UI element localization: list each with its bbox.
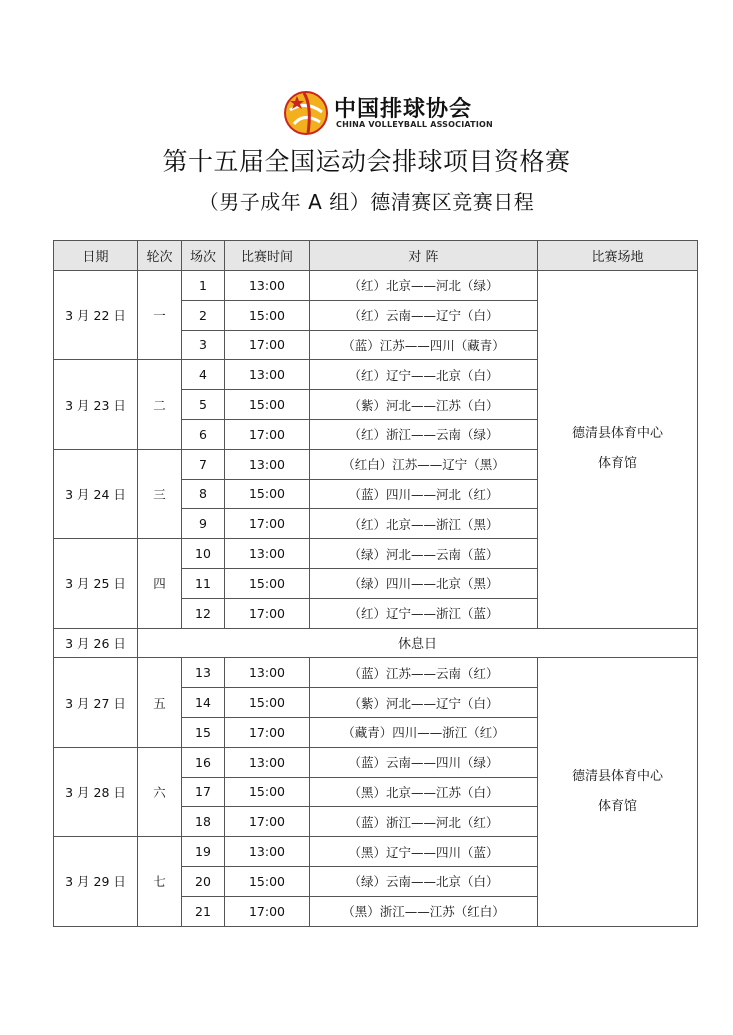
matchup-cell: （藏青）四川——浙江（红） — [310, 717, 538, 747]
venue-line-2: 体育馆 — [597, 798, 637, 814]
rest-day-row — [54, 628, 698, 658]
venue-cell — [538, 271, 698, 629]
matchup-cell: （黑）辽宁——四川（蓝） — [310, 837, 538, 867]
round-cell: 二 — [138, 360, 182, 449]
time-cell: 17:00 — [225, 330, 310, 360]
rest-day-label: 休息日 — [138, 628, 698, 658]
header-venue: 比赛场地 — [538, 241, 698, 271]
match-no-cell: 10 — [182, 539, 225, 569]
matchup-cell: （红）北京——浙江（黑） — [310, 509, 538, 539]
header-match-no: 场次 — [182, 241, 225, 271]
date-cell: 3 月 23 日 — [54, 360, 138, 449]
matchup-cell: （蓝）浙江——河北（红） — [310, 807, 538, 837]
time-cell: 15:00 — [225, 777, 310, 807]
matchup-cell: （蓝）江苏——四川（藏青） — [310, 330, 538, 360]
matchup-cell: （红）辽宁——北京（白） — [310, 360, 538, 390]
match-no-cell: 14 — [182, 688, 225, 718]
header-date: 日期 — [54, 241, 138, 271]
match-no-cell: 1 — [182, 271, 225, 301]
round-cell: 四 — [138, 539, 182, 628]
header-time: 比赛时间 — [225, 241, 310, 271]
match-no-cell: 3 — [182, 330, 225, 360]
match-no-cell: 21 — [182, 896, 225, 926]
match-no-cell: 18 — [182, 807, 225, 837]
time-cell: 13:00 — [225, 539, 310, 569]
match-no-cell: 5 — [182, 390, 225, 420]
date-cell: 3 月 29 日 — [54, 837, 138, 926]
matchup-cell: （红）云南——辽宁（白） — [310, 300, 538, 330]
matchup-cell: （蓝）云南——四川（绿） — [310, 747, 538, 777]
matchup-cell: （绿）云南——北京（白） — [310, 866, 538, 896]
round-cell: 六 — [138, 747, 182, 836]
matchup-cell: （红）浙江——云南（绿） — [310, 419, 538, 449]
schedule-table — [53, 240, 698, 927]
round-cell: 七 — [138, 837, 182, 926]
header-round: 轮次 — [138, 241, 182, 271]
header-matchup: 对 阵 — [310, 241, 538, 271]
logo-english-text: CHINA VOLLEYBALL ASSOCIATION — [336, 120, 493, 129]
time-cell: 15:00 — [225, 390, 310, 420]
matchup-cell: （紫）河北——江苏（白） — [310, 390, 538, 420]
time-cell: 15:00 — [225, 568, 310, 598]
match-no-cell: 20 — [182, 866, 225, 896]
match-no-cell: 12 — [182, 598, 225, 628]
match-no-cell: 7 — [182, 449, 225, 479]
matchup-cell: （绿）河北——云南（蓝） — [310, 539, 538, 569]
matchup-cell: （黑）北京——江苏（白） — [310, 777, 538, 807]
time-cell: 15:00 — [225, 300, 310, 330]
time-cell: 17:00 — [225, 717, 310, 747]
round-cell: 一 — [138, 271, 182, 360]
matchup-cell: （红）北京——河北（绿） — [310, 271, 538, 301]
match-no-cell: 2 — [182, 300, 225, 330]
time-cell: 13:00 — [225, 271, 310, 301]
match-no-cell: 16 — [182, 747, 225, 777]
matchup-cell: （紫）河北——辽宁（白） — [310, 688, 538, 718]
match-no-cell: 8 — [182, 479, 225, 509]
matchup-cell: （红）辽宁——浙江（蓝） — [310, 598, 538, 628]
time-cell: 13:00 — [225, 449, 310, 479]
match-no-cell: 11 — [182, 568, 225, 598]
date-cell: 3 月 27 日 — [54, 658, 138, 747]
matchup-cell: （蓝）四川——河北（红） — [310, 479, 538, 509]
time-cell: 13:00 — [225, 658, 310, 688]
time-cell: 17:00 — [225, 598, 310, 628]
time-cell: 15:00 — [225, 688, 310, 718]
time-cell: 17:00 — [225, 807, 310, 837]
date-cell: 3 月 24 日 — [54, 449, 138, 538]
matchup-cell: （黑）浙江——江苏（红白） — [310, 896, 538, 926]
page-title: 第十五届全国运动会排球项目资格赛 — [162, 147, 571, 176]
logo-chinese-text: 中国排球协会 — [334, 96, 473, 122]
venue-line-1: 德清县体育中心 — [571, 768, 663, 784]
round-cell: 三 — [138, 449, 182, 538]
time-cell: 17:00 — [225, 419, 310, 449]
time-cell: 13:00 — [225, 360, 310, 390]
table-row — [54, 271, 698, 301]
time-cell: 13:00 — [225, 837, 310, 867]
time-cell: 17:00 — [225, 896, 310, 926]
matchup-cell: （蓝）江苏——云南（红） — [310, 658, 538, 688]
date-cell: 3 月 25 日 — [54, 539, 138, 628]
venue-line-2: 体育馆 — [597, 456, 637, 472]
match-no-cell: 13 — [182, 658, 225, 688]
volleyball-logo-icon — [282, 88, 330, 136]
table-row — [54, 658, 698, 688]
match-no-cell: 17 — [182, 777, 225, 807]
match-no-cell: 15 — [182, 717, 225, 747]
match-no-cell: 19 — [182, 837, 225, 867]
time-cell: 15:00 — [225, 479, 310, 509]
time-cell: 15:00 — [225, 866, 310, 896]
page-subtitle: （男子成年 A 组）德清赛区竞赛日程 — [198, 190, 535, 214]
match-no-cell: 4 — [182, 360, 225, 390]
match-no-cell: 6 — [182, 419, 225, 449]
cva-logo — [282, 88, 493, 136]
match-no-cell: 9 — [182, 509, 225, 539]
venue-line-1: 德清县体育中心 — [571, 426, 663, 442]
time-cell: 13:00 — [225, 747, 310, 777]
matchup-cell: （绿）四川——北京（黑） — [310, 568, 538, 598]
matchup-cell: （红白）江苏——辽宁（黑） — [310, 449, 538, 479]
date-cell: 3 月 28 日 — [54, 747, 138, 836]
date-cell: 3 月 22 日 — [54, 271, 138, 360]
date-cell: 3 月 26 日 — [54, 628, 138, 658]
round-cell: 五 — [138, 658, 182, 747]
venue-cell — [538, 658, 698, 926]
table-header-row — [54, 241, 698, 271]
time-cell: 17:00 — [225, 509, 310, 539]
